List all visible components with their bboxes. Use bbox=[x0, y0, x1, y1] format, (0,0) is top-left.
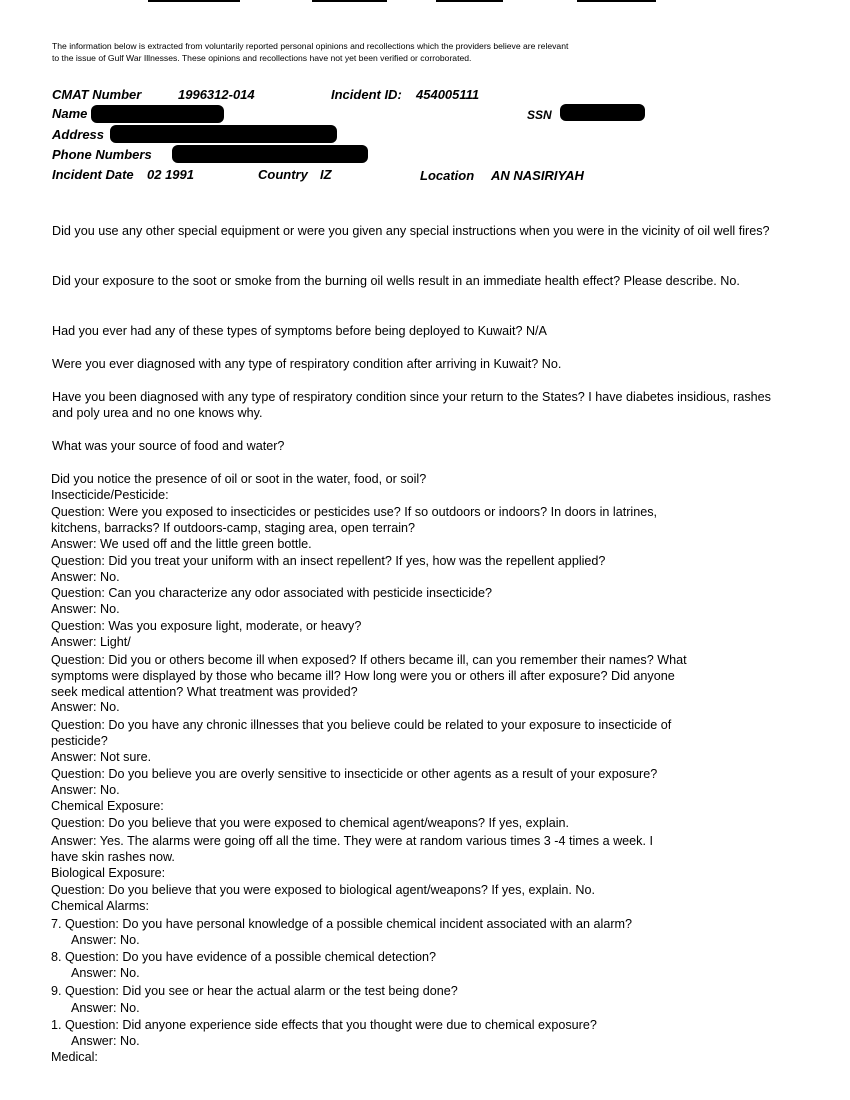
question-smoke-health-effect: Did your exposure to the soot or smoke from the burning oil wells result in an immediate health effect? Please describe. No. bbox=[52, 274, 740, 288]
question-line: Question: Do you believe that you were exposed to biological agent/weapons? If yes, explain. No. bbox=[51, 883, 595, 897]
incident-id-label: Incident ID: bbox=[331, 87, 402, 102]
question-line: kitchens, barracks? If outdoors-camp, staging area, open terrain? bbox=[51, 521, 416, 535]
location-value: AN NASIRIYAH bbox=[491, 168, 584, 183]
question-line: 9. Question: Did you see or hear the actual alarm or the test being done? bbox=[51, 984, 458, 998]
ssn-redaction bbox=[560, 104, 645, 121]
question-line: 7. Question: Do you have personal knowledge of a possible chemical incident associated with an alarm? bbox=[51, 917, 633, 931]
answer-line: Answer: No. bbox=[71, 933, 140, 947]
answer-line: Answer: Light/ bbox=[51, 635, 131, 649]
section-insecticide: Insecticide/Pesticide: bbox=[51, 488, 169, 502]
ssn-label: SSN bbox=[527, 108, 552, 122]
address-redaction bbox=[110, 125, 337, 143]
answer-line: have skin rashes now. bbox=[51, 850, 175, 864]
question-line: 1. Question: Did anyone experience side effects that you thought were due to chemical exposure? bbox=[51, 1018, 597, 1032]
answer-line: Answer: No. bbox=[51, 570, 120, 584]
question-line: Question: Did you treat your uniform with an insect repellent? If yes, how was the repellent applied? bbox=[51, 554, 606, 568]
answer-line: Answer: No. bbox=[71, 966, 140, 980]
incident-date-label: Incident Date bbox=[52, 167, 134, 182]
cmat-label: CMAT Number bbox=[52, 87, 142, 102]
name-redaction bbox=[91, 105, 224, 123]
question-line: pesticide? bbox=[51, 734, 108, 748]
address-label: Address bbox=[52, 127, 105, 142]
question-line: 8. Question: Do you have evidence of a possible chemical detection? bbox=[51, 950, 437, 964]
answer-line: Answer: Yes. The alarms were going off all the time. They were at random various times 3 -4 times a week. I bbox=[51, 834, 653, 848]
question-line: seek medical attention? What treatment was provided? bbox=[51, 685, 358, 699]
question-line: Question: Do you believe you are overly sensitive to insecticide or other agents as a result of your exposure? bbox=[51, 767, 658, 781]
question-respiratory-kuwait: Were you ever diagnosed with any type of respiratory condition after arriving in Kuwait? No. bbox=[52, 357, 562, 371]
section-biological-exposure: Biological Exposure: bbox=[51, 866, 166, 880]
section-chemical-exposure: Chemical Exposure: bbox=[51, 799, 164, 813]
incident-id-value: 454005111 bbox=[416, 87, 480, 102]
answer-line: Answer: No. bbox=[51, 602, 120, 616]
answer-line: Answer: We used off and the little green bottle. bbox=[51, 537, 312, 551]
question-oil-fire-equipment: Did you use any other special equipment or were you given any special instructions when you were in the vicinity of oil well fires? bbox=[52, 224, 770, 238]
answer-line: Answer: No. bbox=[71, 1001, 140, 1015]
disclaimer: The information below is extracted from voluntarily reported personal opinions and recollections which the providers believe are relevant to the issue of Gulf War Illnesses. These opinions and recollections have not yet been verified or corroborated. bbox=[52, 41, 569, 63]
question-line: Question: Were you exposed to insecticides or pesticides use? If so outdoors or indoors? In doors in latrines, bbox=[51, 505, 657, 519]
incident-date-value: 02 1991 bbox=[147, 167, 194, 182]
question-oil-soot: Did you notice the presence of oil or soot in the water, food, or soil? bbox=[51, 472, 427, 486]
question-line: Question: Do you believe that you were exposed to chemical agent/weapons? If yes, explain. bbox=[51, 816, 570, 830]
section-medical: Medical: bbox=[51, 1050, 98, 1064]
question-line: Question: Can you characterize any odor associated with pesticide insecticide? bbox=[51, 586, 493, 600]
cmat-number: 1996312-014 bbox=[178, 87, 255, 102]
question-line: symptoms were displayed by those who became ill? How long were you or others ill after exposure? Did anyone bbox=[51, 669, 675, 683]
answer-line: Answer: No. bbox=[51, 783, 120, 797]
answer-line: Answer: No. bbox=[51, 700, 120, 714]
question-line: Question: Was you exposure light, moderate, or heavy? bbox=[51, 619, 362, 633]
name-label: Name bbox=[52, 106, 88, 121]
question-line: Question: Do you have any chronic illnesses that you believe could be related to your exposure to insecticide of bbox=[51, 718, 672, 732]
phone-redaction bbox=[172, 145, 368, 163]
answer-line: Answer: No. bbox=[71, 1034, 140, 1048]
question-line: Question: Did you or others become ill when exposed? If others became ill, can you remember their names? What bbox=[51, 653, 687, 667]
phone-label: Phone Numbers bbox=[52, 147, 152, 162]
country-label: Country bbox=[258, 167, 308, 182]
section-chemical-alarms: Chemical Alarms: bbox=[51, 899, 149, 913]
question-food-water: What was your source of food and water? bbox=[52, 439, 285, 453]
location-label: Location bbox=[420, 168, 475, 183]
country-value: IZ bbox=[320, 167, 332, 182]
question-prior-symptoms: Had you ever had any of these types of symptoms before being deployed to Kuwait? N/A bbox=[52, 324, 547, 338]
question-respiratory-states: Have you been diagnosed with any type of respiratory condition since your return to the States? I have diabetes insidious, rashes and poly urea and no one knows why. bbox=[52, 390, 771, 421]
answer-line: Answer: Not sure. bbox=[51, 750, 152, 764]
